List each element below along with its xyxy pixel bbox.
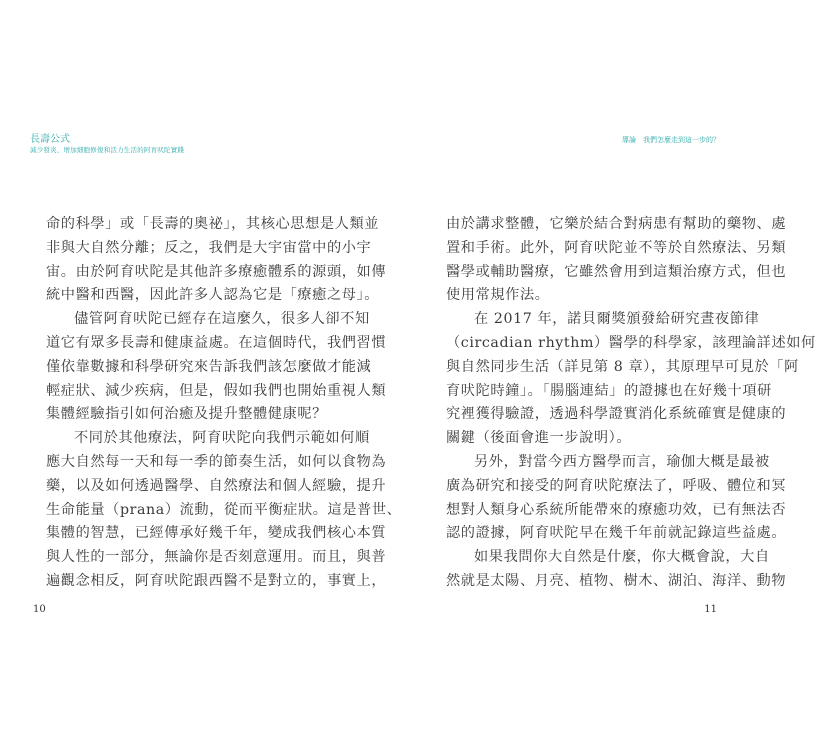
text-line: 集體的智慧，已經傳承好幾千年，變成我們核心本質 [46,525,387,542]
text-line: 不同於其他療法，阿育吠陀向我們示範如何順 [74,430,370,447]
text-line: 非與大自然分離；反之，我們是大宇宙當中的小宇 [46,239,372,256]
text-line: 僅依靠數據和科學研究來告訴我們該怎麼做才能減 [46,358,372,375]
text-line: 應大自然每一天和每一季的節奏生活，如何以食物為 [46,453,387,470]
text-line: 使用常規作法。 [446,287,550,304]
body-text-left [46,213,402,594]
text-line: 與人性的一部分，無論你是否刻意運用。而且，與普 [46,549,387,566]
text-line: 與自然同步生活（詳見第 8 章），其原理早可見於「阿 [446,358,799,375]
text-line: 儘管阿育吠陀已經存在這麼久，很多人卻不知 [74,311,370,328]
right-page [375,0,816,750]
text-line: 輕症狀、減少疾病，但是，假如我們也開始重視人類 [46,382,387,399]
book-subtitle: 減少發炎、增加細胞修復和活力生活的阿育吠陀實踐 [30,146,185,154]
text-line: 育吠陀時鐘」。「腸腦連結」的證據也在好幾十項研 [446,382,772,399]
left-page [0,0,402,750]
page-number-left: 10 [33,604,46,615]
text-line: 生命能量（prana）流動，從而平衡症狀。這是普世、 [46,501,402,518]
text-line: 在 2017 年，諾貝爾獎頒發給研究晝夜節律 [474,311,760,328]
running-header-right: 導論 我們怎麼走到這一步的？ [622,136,720,144]
text-line: 統中醫和西醫，因此許多人認為它是「療癒之母」。 [46,287,380,304]
text-line: 藥，以及如何透過醫學、自然療法和個人經驗，提升 [46,477,387,494]
text-line: 然就是太陽、月亮、植物、樹木、湖泊、海洋、動物 [446,572,787,589]
text-line: 究裡獲得驗證，透過科學證實消化系統確實是健康的 [446,406,787,423]
text-line: 醫學或輔助醫療，它雖然會用到這類治療方式，但也 [446,263,787,280]
page-number-right: 11 [704,604,717,615]
text-line: 宙。由於阿育吠陀是其他許多療癒體系的源頭，如傳 [46,263,387,280]
body-text-right [446,213,816,594]
text-line: 命的科學」或「長壽的奧祕」，其核心思想是人類並 [46,216,380,232]
text-line: 另外，對當今西方醫學而言，瑜伽大概是最被 [474,453,770,470]
text-line: 如果我問你大自然是什麼，你大概會說，大自 [474,549,770,566]
text-line: 道它有眾多長壽和健康益處。在這個時代，我們習慣 [46,334,387,351]
text-line: 認的證據，阿育吠陀早在幾千年前就記錄這些益處。 [446,525,787,542]
text-line: 遍觀念相反，阿育吠陀跟西醫不是對立的，事實上， [46,572,387,589]
text-line: 關鍵（後面會進一步說明）。 [446,430,632,447]
text-line: 置和手術。此外，阿育吠陀並不等於自然療法、另類 [446,239,787,256]
book-title: 長壽公式 [30,134,70,145]
running-header-left [30,134,184,154]
text-line: （circadian rhythm）醫學的科學家，該理論詳述如何 [446,334,816,351]
text-line: 集體經驗指引如何治癒及提升整體健康呢？ [46,406,327,423]
text-line: 由於講求整體，它樂於結合對病患有幫助的藥物、處 [446,216,787,232]
text-line: 廣為研究和接受的阿育吠陀療法了，呼吸、體位和冥 [446,477,787,494]
text-line: 想對人類身心系統所能帶來的療癒功效，已有無法否 [446,501,787,518]
